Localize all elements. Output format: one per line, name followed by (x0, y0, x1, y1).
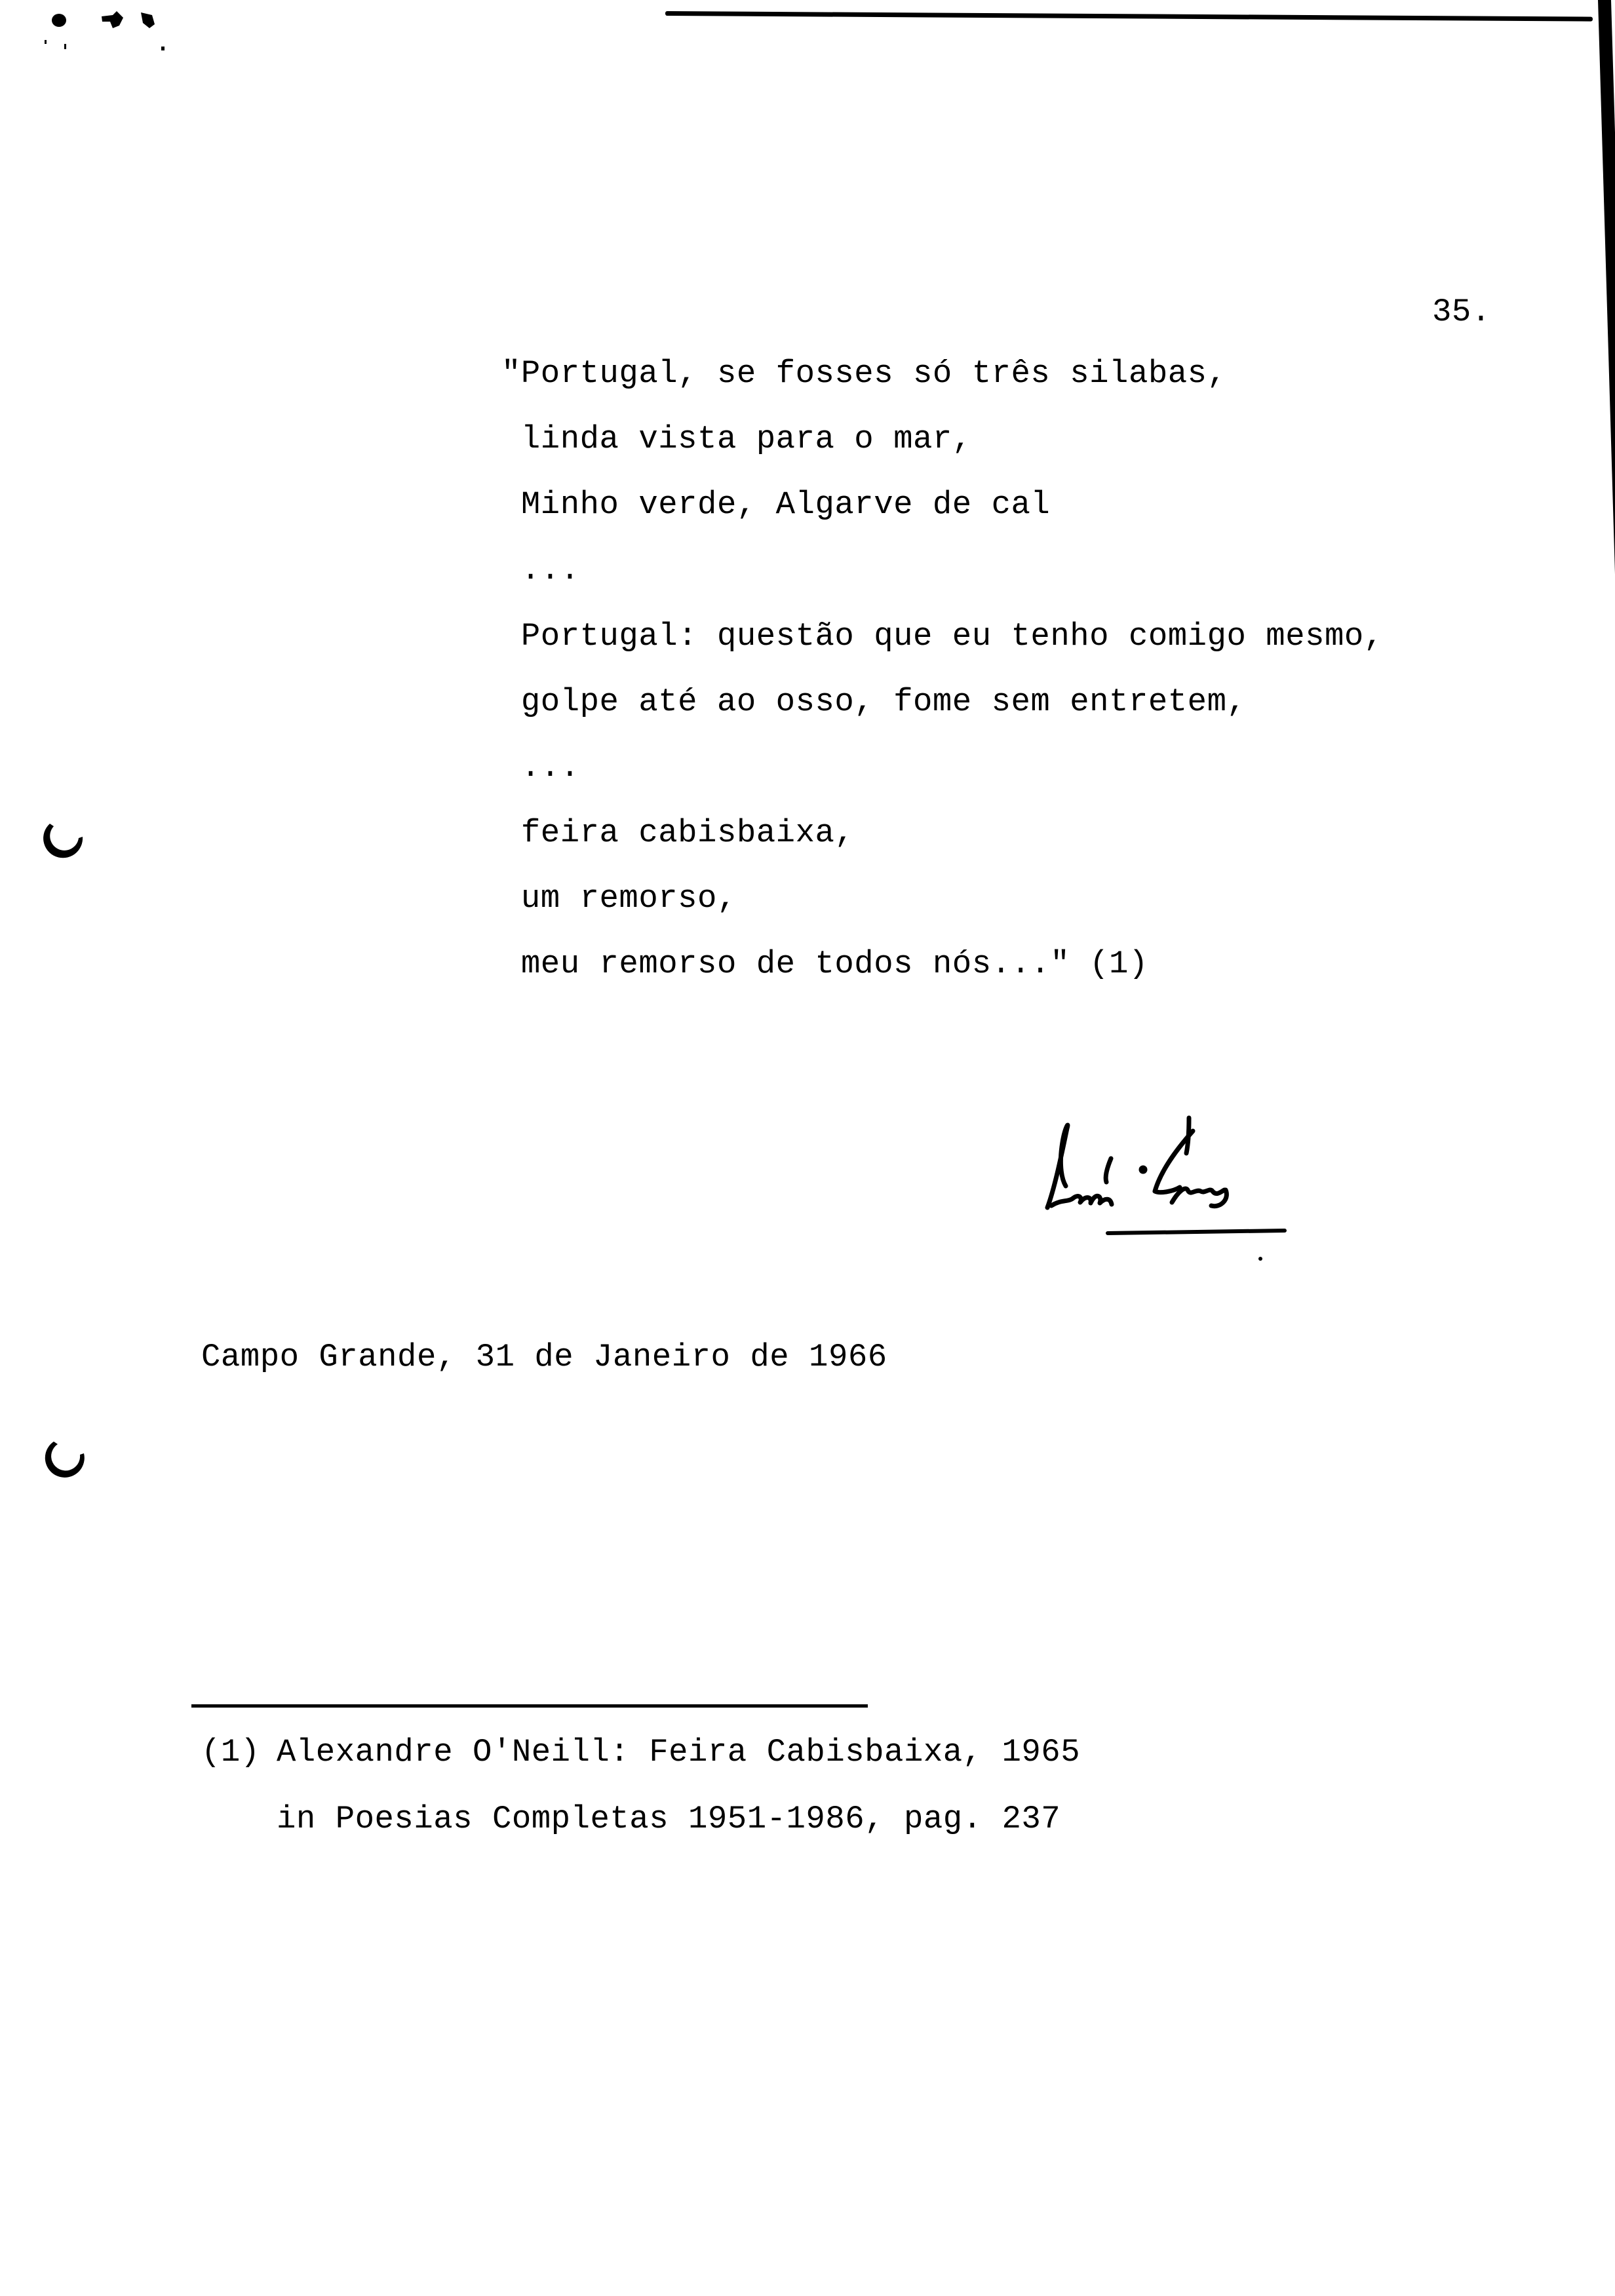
handwritten-signature-icon (1042, 1114, 1331, 1284)
page-number: 35. (1432, 294, 1491, 330)
poem-ellipsis: ... (501, 552, 580, 588)
footnote-line: Alexandre O'Neill: Feira Cabisbaixa, 1965 (277, 1734, 1081, 1770)
poem-line: "Portugal, se fosses só três silabas, (501, 355, 1227, 392)
dateline: Campo Grande, 31 de Janeiro de 1966 (201, 1339, 887, 1375)
right-page-edge (1598, 0, 1615, 2296)
footnote-line: in Poesias Completas 1951-1986, pag. 237 (277, 1801, 1061, 1837)
poem-line: golpe até ao osso, fome sem entretem, (501, 683, 1247, 720)
poem-line: feira cabisbaixa, (501, 814, 855, 851)
poem-line: um remorso, (501, 880, 737, 917)
poem-ellipsis: ... (501, 749, 580, 786)
poem-line: linda vista para o mar, (501, 421, 972, 457)
top-edge-line (665, 11, 1593, 22)
footnote-marker: (1) (201, 1734, 260, 1770)
punch-hole-icon (38, 821, 75, 858)
footnote-separator (191, 1704, 868, 1708)
punch-hole-icon (39, 1439, 76, 1476)
poem-line: meu remorso de todos nós..." (1) (501, 946, 1148, 982)
poem-line: Minho verde, Algarve de cal (501, 486, 1051, 523)
scan-specks-icon (39, 3, 170, 56)
poem-line: Portugal: questão que eu tenho comigo mesmo, (501, 618, 1384, 655)
